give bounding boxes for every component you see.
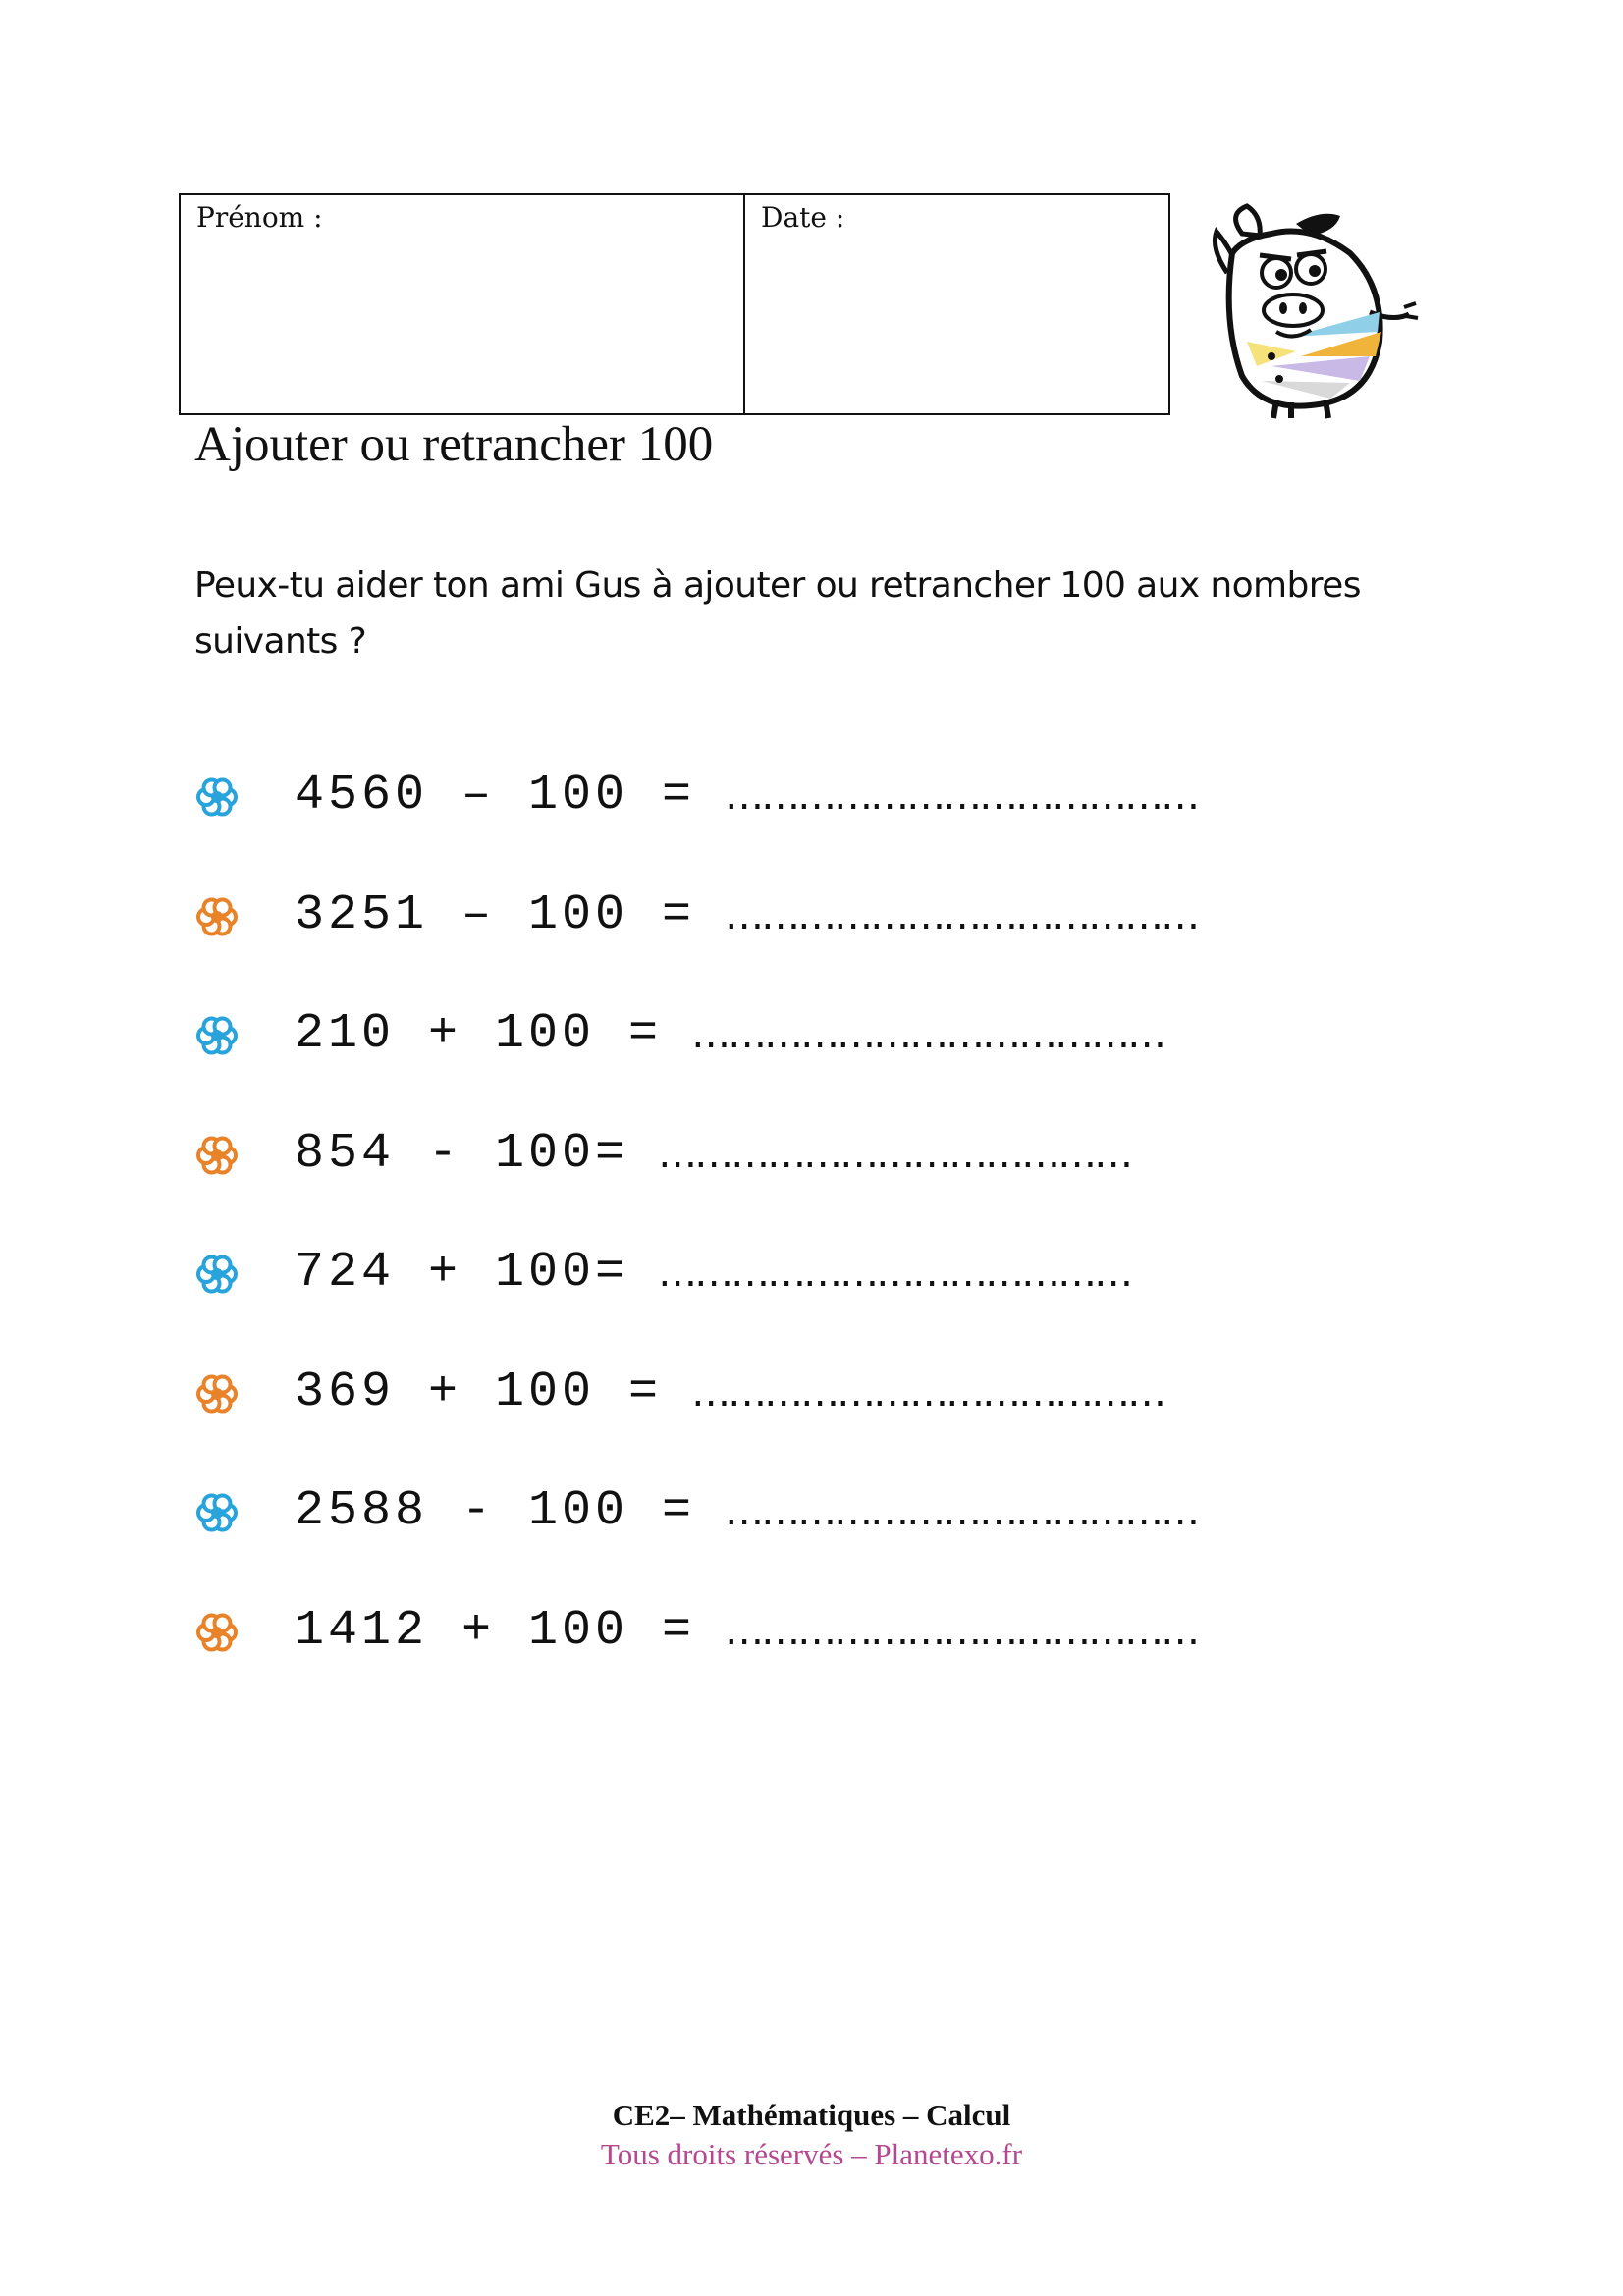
flower-bullet-icon: [194, 1013, 240, 1058]
answer-blank[interactable]: …………………………………: [725, 774, 1198, 819]
answer-blank[interactable]: …………………………………: [691, 1369, 1164, 1415]
exercise-expression: 854 - 100=: [295, 1125, 629, 1182]
date-label: Date :: [761, 201, 845, 234]
page-title: Ajouter ou retrancher 100: [194, 417, 714, 472]
flower-bullet-icon: [194, 1133, 240, 1178]
footer-rights: Tous droits réservés – Planetexo.fr: [600, 2137, 1023, 2171]
name-label: Prénom :: [196, 201, 323, 234]
instructions-text: Peux-tu aider ton ami Gus à ajouter ou retrancher 100 aux nombres suivants ?: [194, 565, 1361, 662]
exercise-expression: 369 + 100 =: [295, 1363, 663, 1420]
exercise-expression: 2588 - 100 =: [295, 1483, 696, 1539]
header-table: [179, 193, 1170, 415]
date-field[interactable]: [745, 195, 1168, 413]
exercise-item: [194, 762, 1197, 881]
answer-blank[interactable]: …………………………………: [725, 1608, 1198, 1654]
answer-blank[interactable]: …………………………………: [725, 1489, 1198, 1534]
exercise-expression: 724 + 100=: [295, 1245, 629, 1301]
exercise-item: [194, 1120, 1197, 1240]
exercise-expression: 4560 – 100 =: [295, 768, 696, 824]
flower-bullet-icon: [194, 1371, 240, 1416]
footer-subject: CE2– Mathématiques – Calcul: [612, 2098, 1011, 2132]
flower-bullet-icon: [194, 894, 240, 939]
exercise-item: [194, 881, 1197, 1001]
exercise-item: [194, 1359, 1197, 1478]
name-field[interactable]: [181, 195, 745, 413]
gus-mascot: [1203, 194, 1419, 420]
exercise-expression: 1412 + 100 =: [295, 1602, 696, 1659]
exercise-item: [194, 1239, 1197, 1359]
answer-blank[interactable]: …………………………………: [658, 1131, 1131, 1177]
exercise-item: [194, 1597, 1197, 1717]
flower-bullet-icon: [194, 1252, 240, 1297]
flower-bullet-icon: [194, 774, 240, 820]
answer-blank[interactable]: …………………………………: [725, 892, 1198, 938]
answer-blank[interactable]: …………………………………: [691, 1012, 1164, 1057]
flower-bullet-icon: [194, 1610, 240, 1655]
answer-blank[interactable]: …………………………………: [658, 1251, 1131, 1296]
exercise-list: [194, 762, 1197, 1716]
exercise-item: [194, 1000, 1197, 1120]
flower-bullet-icon: [194, 1490, 240, 1535]
exercise-item: [194, 1477, 1197, 1597]
exercise-expression: 3251 – 100 =: [295, 886, 696, 943]
exercise-expression: 210 + 100 =: [295, 1006, 663, 1062]
